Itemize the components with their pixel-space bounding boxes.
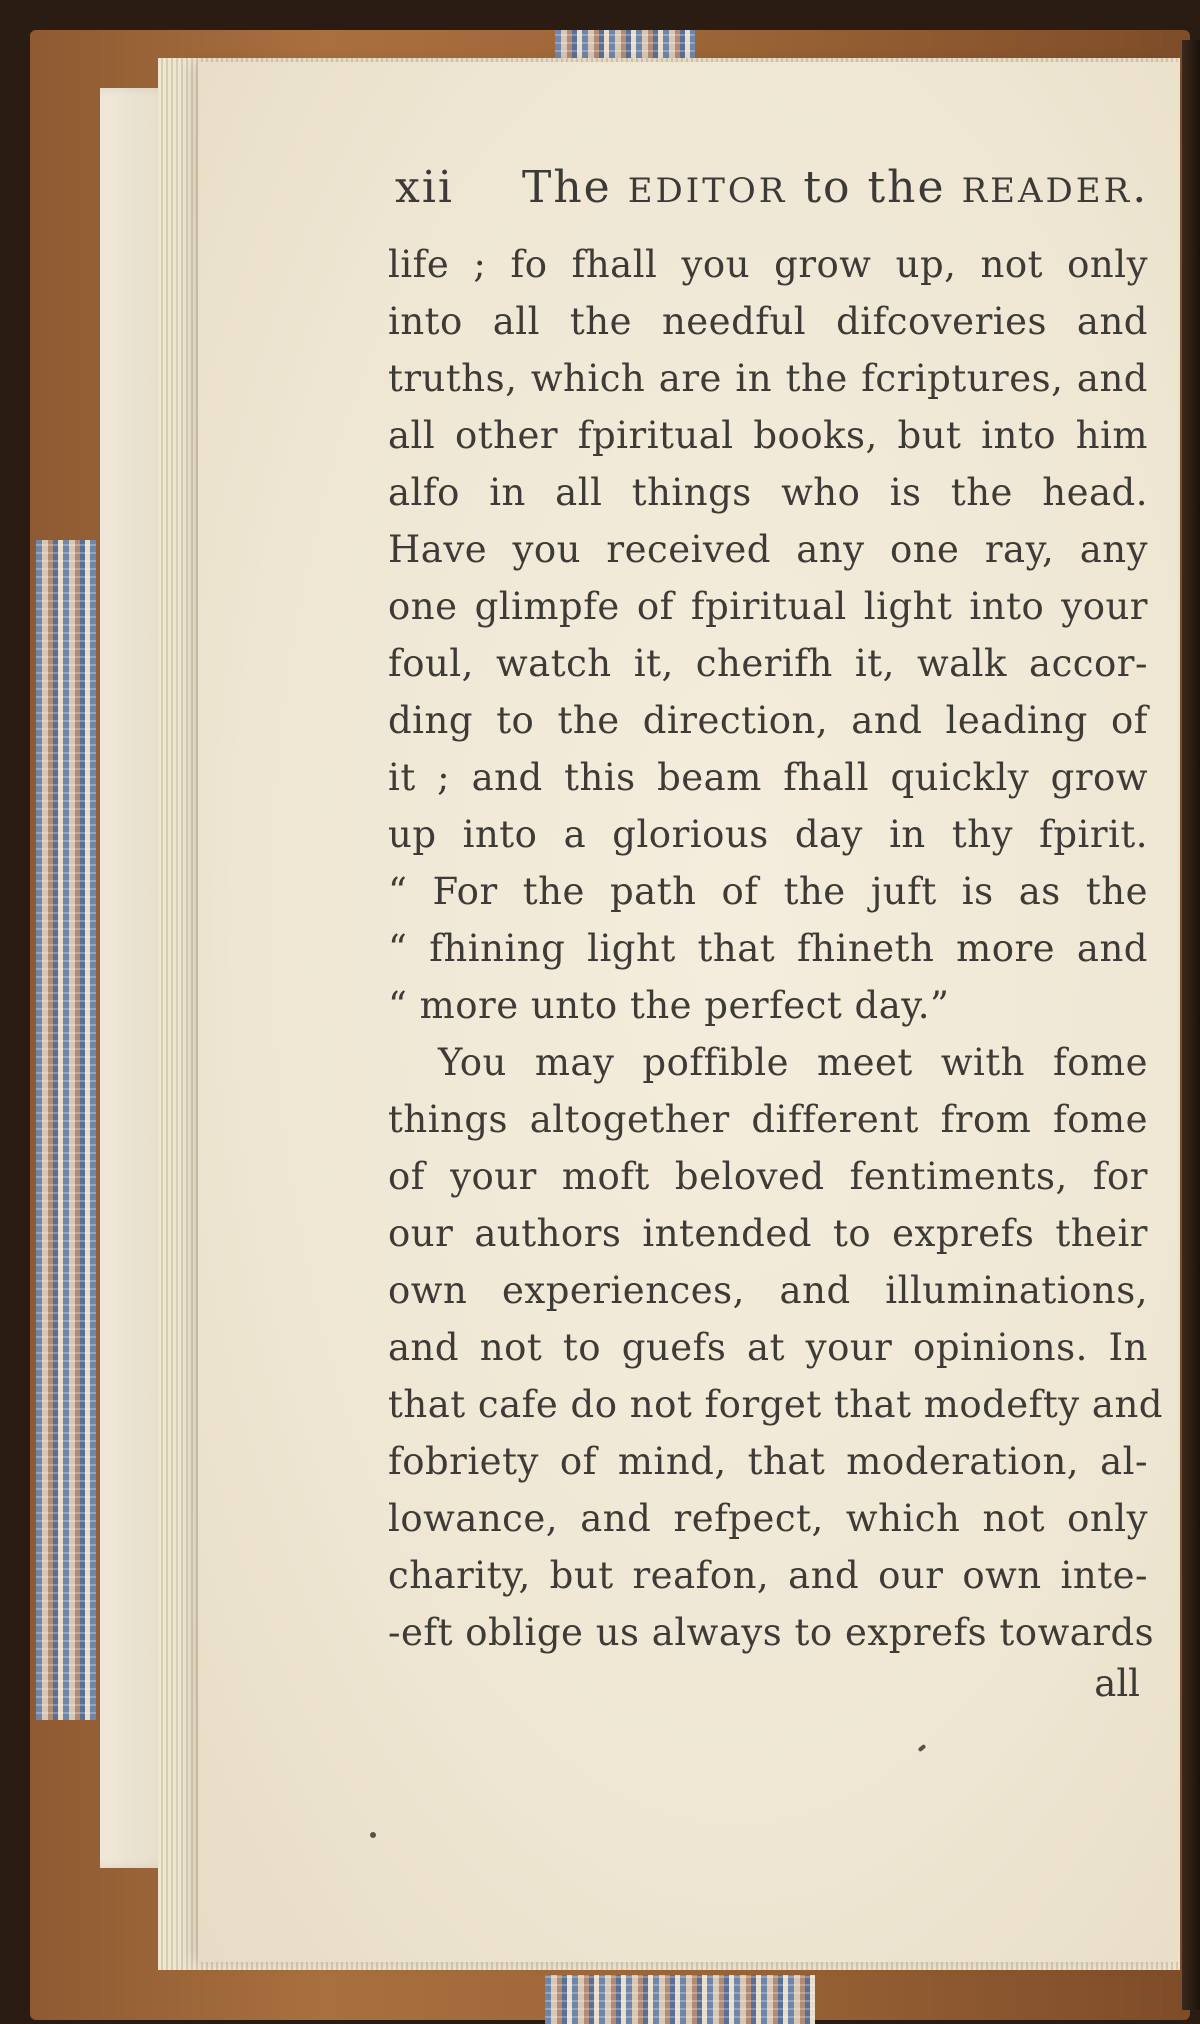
header-period: . [1132,162,1149,213]
text-line: and not to guefs at your opinions. In [388,1326,1148,1369]
body-text [388,236,1163,1661]
text-line: it ; and this beam fhall quickly grow [388,756,1148,799]
text-line: charity, but reafon, and our own inte- [388,1554,1148,1597]
text-line: lowance, and refpect, which not only [388,1497,1148,1540]
ink-speck [370,1832,376,1838]
text-line: life ; fo fhall you grow up, not only [388,243,1148,286]
header-the: The [521,162,628,213]
text-line: alfo in all things who is the head. [388,471,1148,514]
text-line: Have you received any one ray, any [388,528,1148,571]
marbled-paper-bottom [545,1975,815,2024]
text-line: You may poffible meet with fome [438,1041,1148,1084]
text-line: all other fpiritual books, but into him [388,414,1148,457]
text-line: “ more unto the perfect day.” [388,984,950,1027]
text-line: -eft oblige us always to exprefs towards [388,1611,1155,1654]
running-header [395,162,1149,213]
header-editor: EDITOR [627,171,788,211]
text-line: foul, watch it, cherifh it, walk accor- [388,642,1148,685]
text-line: “ For the path of the juft is as the [388,870,1148,913]
text-line: up into a glorious day in thy fpirit. [388,813,1148,856]
text-line: one glimpfe of fpiritual light into your [388,585,1148,628]
text-line: of your moft beloved fentiments, for [388,1155,1148,1198]
header-reader: READER [961,171,1133,211]
text-line: that cafe do not forget that modefty and [388,1383,1163,1426]
page-number: xii [395,162,454,213]
text-line: things altogether different from fome [388,1098,1148,1141]
text-line: into all the needful difcoveries and [388,300,1148,343]
text-line: our authors intended to exprefs their [388,1212,1148,1255]
board-edge [1182,40,1200,2010]
text-line: ding to the direction, and leading of [388,699,1148,742]
text-line: fobriety of mind, that moderation, al- [388,1440,1148,1483]
header-to-the: to the [787,162,962,213]
text-line: truths, which are in the fcriptures, and [388,357,1148,400]
text-line: own experiences, and illuminations, [388,1269,1148,1312]
marbled-paper-spine [36,540,96,1720]
text-line: “ fhining light that fhineth more and [388,927,1148,970]
catchword: all [1094,1662,1140,1705]
